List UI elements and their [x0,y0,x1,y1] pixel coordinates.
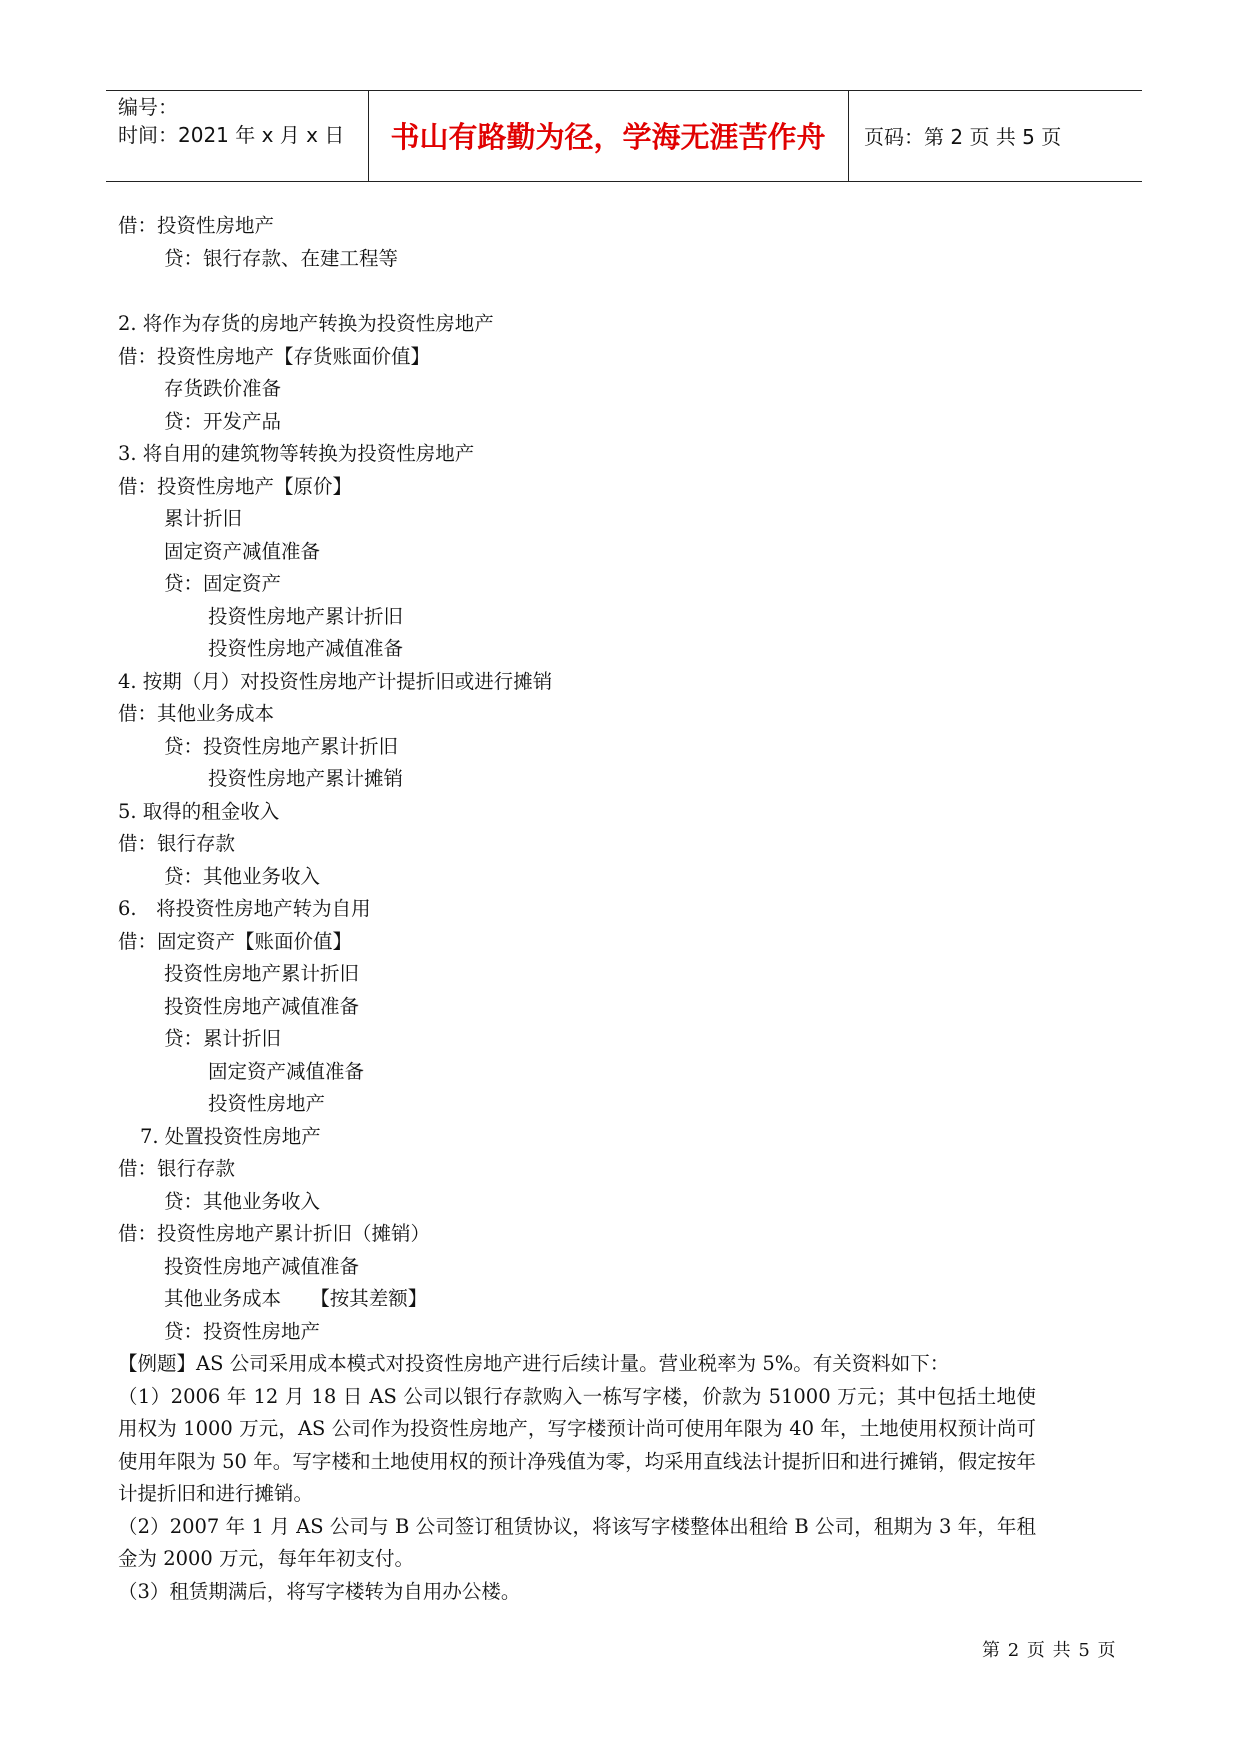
section-heading-5: 5. 取得的租金收入 [118,799,280,823]
entry-credit: 贷：其他业务收入 [164,864,321,888]
document-number-label: 编号： [118,95,178,119]
entry-debit: 借：投资性房地产 [118,214,275,237]
document-body [118,210,1036,1608]
entry-debit-sub: 投资性房地产减值准备 [164,1254,360,1278]
entry-credit: 贷：开发产品 [164,409,282,433]
example-item-1: （1）2006 年 12 月 18 日 AS 公司以银行存款购入一栋写字楼，价款为 51000 万元；其中包括土地使用权为 1000 万元，AS 公司作为投资性房地产，写字楼预计尚可使用年限为 40 年，土地使用权预计尚可使用年限为 50 年。写字楼和土地使用权的预计净残值为零，均采用直线法计提折旧和进行摊销，假定按年计提折旧和进行摊销。 [118,1384,1036,1505]
entry-credit: 贷：固定资产 [164,572,282,595]
entry-debit: 借：银行存款 [118,1157,236,1180]
example-item-2: （2）2007 年 1 月 AS 公司与 B 公司签订租赁协议，将该写字楼整体出租给 B 公司，租期为 3 年，年租金为 2000 万元，每年年初支付。 [118,1514,1036,1570]
page-header [106,90,1142,182]
entry-credit: 贷：投资性房地产 [164,1319,321,1343]
entry-debit-sub: 其他业务成本 【按其差额】 [164,1287,428,1310]
entry-debit: 借：投资性房地产【存货账面价值】 [118,344,431,368]
entry-credit-sub: 投资性房地产累计摊销 [208,767,404,790]
entry-credit: 贷：银行存款、在建工程等 [164,246,399,270]
entry-debit: 借：固定资产【账面价值】 [118,929,353,953]
entry-credit-sub: 固定资产减值准备 [208,1059,365,1083]
blank-line [118,275,1036,308]
entry-credit-sub: 投资性房地产减值准备 [208,637,404,660]
entry-credit: 贷：累计折旧 [164,1027,282,1050]
example-item-3: （3）租赁期满后，将写字楼转为自用办公楼。 [118,1579,521,1603]
header-divider-right [848,91,849,181]
example-intro: 【例题】AS 公司采用成本模式对投资性房地产进行后续计量。营业税率为 5%。有关资料如下： [118,1352,950,1375]
section-heading-7: 7. 处置投资性房地产 [140,1124,321,1148]
entry-debit: 借：银行存款 [118,832,236,855]
entry-debit-sub: 固定资产减值准备 [164,539,321,563]
entry-credit: 贷：投资性房地产累计折旧 [164,734,399,758]
header-page-number: 页码：第 2 页 共 5 页 [864,125,1062,149]
entry-credit: 贷：其他业务收入 [164,1189,321,1213]
document-time: 时间：2021 年 x 月 x 日 [118,123,345,147]
page-footer: 第 2 页 共 5 页 [982,1640,1117,1661]
entry-credit-sub: 投资性房地产 [208,1092,326,1115]
entry-debit: 借：投资性房地产【原价】 [118,474,353,498]
entry-debit-sub: 投资性房地产累计折旧 [164,962,360,985]
section-heading-6: 6. 将投资性房地产转为自用 [118,897,371,920]
entry-credit-sub: 投资性房地产累计折旧 [208,604,404,628]
header-meta [118,93,368,149]
entry-debit: 借：其他业务成本 [118,702,275,725]
section-heading-2: 2. 将作为存货的房地产转换为投资性房地产 [118,312,494,335]
section-heading-3: 3. 将自用的建筑物等转换为投资性房地产 [118,442,475,465]
section-heading-4: 4. 按期（月）对投资性房地产计提折旧或进行摊销 [118,669,553,693]
entry-debit: 借：投资性房地产累计折旧（摊销） [118,1222,431,1245]
header-motto: 书山有路勤为径，学海无涯苦作舟 [390,120,826,154]
entry-debit-sub: 投资性房地产减值准备 [164,994,360,1018]
entry-debit-sub: 累计折旧 [164,507,243,530]
entry-debit-sub: 存货跌价准备 [164,377,282,400]
